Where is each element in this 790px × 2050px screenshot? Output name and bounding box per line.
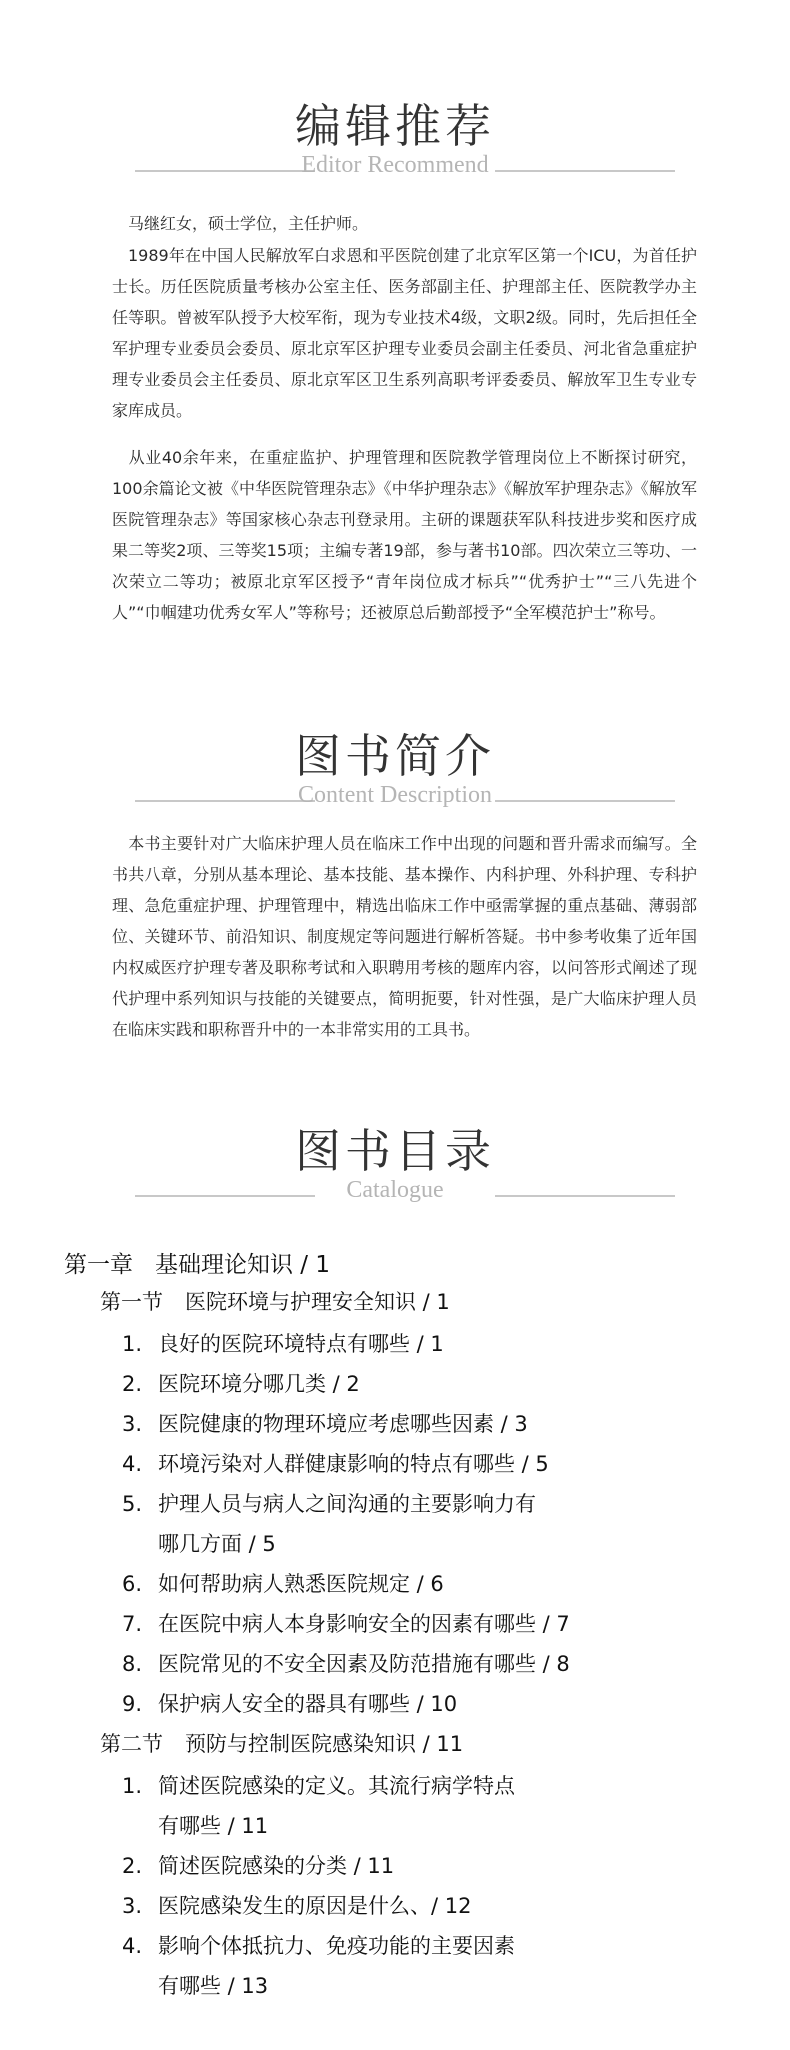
item-text: 环境污染对人群健康影响的特点有哪些 / 5 [158,1452,549,1476]
divider-line-right [495,800,675,802]
content-paragraph-text: 本书主要针对广大临床护理人员在临床工作中出现的问题和晋升需求而编写。全书共八章，分别从基本理论、基本技能、基本操作、内科护理、外科护理、专科护理、急危重症护理、护理管理中，精选出临床工作中亟需掌握的重点基础、薄弱部位、关键环节、前沿知识、制度规定等问题进行解析答疑。书中参考收集了近年国内权威医疗护理专著及职称考试和入职聘用考核的题库内容，以问答形式阐述了现代护理中系列知识与技能的关键要点，简明扼要，针对性强，是广大临床护理人员在临床实践和职称晋升中的一本非常实用的工具书。 [112,834,697,1039]
section-label: 第一节 [100,1290,163,1314]
item-number: 4. [122,1934,143,1958]
item-number: 4. [122,1452,143,1476]
item-number: 2. [122,1854,143,1878]
item-number: 3. [122,1412,143,1436]
toc-item-continuation[interactable] [158,1810,268,1840]
editor-section-header [0,90,790,180]
item-text: 医院感染发生的原因是什么、/ 12 [158,1894,472,1918]
toc-item[interactable] [122,1488,536,1518]
editor-paragraph-1-text: 马继红女，硕士学位，主任护师。 [128,214,369,233]
toc-item[interactable] [122,1408,528,1438]
editor-paragraph-1 [112,208,697,239]
item-number: 2. [122,1372,143,1396]
toc-item[interactable] [122,1648,570,1678]
toc-item[interactable] [122,1850,394,1880]
toc-section-2[interactable] [100,1728,463,1758]
section-name: 预防与控制医院感染知识 / 11 [185,1732,464,1756]
item-text: 如何帮助病人熟悉医院规定 / 6 [158,1572,444,1596]
catalogue-section-header [0,1115,790,1205]
item-text: 医院常见的不安全因素及防范措施有哪些 / 8 [158,1652,570,1676]
item-number: 9. [122,1692,143,1716]
item-text-continued: 有哪些 / 13 [158,1974,269,1998]
section-label: 第二节 [100,1732,163,1756]
item-number: 1. [122,1774,143,1798]
toc-item-continuation[interactable] [158,1970,268,2000]
editor-paragraph-3 [112,442,697,628]
item-text: 医院环境分哪几类 / 2 [158,1372,360,1396]
divider-line-right [495,1195,675,1197]
toc-chapter-1[interactable] [64,1246,330,1279]
item-text: 护理人员与病人之间沟通的主要影响力有 [158,1492,536,1516]
editor-paragraph-2-text: 1989年在中国人民解放军白求恩和平医院创建了北京军区第一个ICU，为首任护士长。历任医院质量考核办公室主任、医务部副主任、护理部主任、医院教学办主任等职。曾被军队授予大校军衔，现为专业技术4级，文职2级。同时，先后担任全军护理专业委员会委员、原北京军区护理专业委员会副主任委员、河北省急重症护理专业委员会主任委员、原北京军区卫生系列高职考评委委员、解放军卫生专业专家库成员。 [112,246,697,420]
item-text: 保护病人安全的器具有哪些 / 10 [158,1692,458,1716]
item-text: 影响个体抵抗力、免疫功能的主要因素 [158,1934,515,1958]
editor-paragraph-2 [112,240,697,426]
item-text: 简述医院感染的定义。其流行病学特点 [158,1774,515,1798]
item-number: 8. [122,1652,143,1676]
content-title: 图书简介 [295,729,495,783]
content-subtitle: Content Description [298,782,492,808]
item-text-continued: 有哪些 / 11 [158,1814,269,1838]
toc-item-continuation[interactable] [158,1528,276,1558]
item-text-continued: 哪几方面 / 5 [158,1532,276,1556]
editor-paragraph-3-text: 从业40余年来，在重症监护、护理管理和医院教学管理岗位上不断探讨研究，100余篇论文被《中华医院管理杂志》《中华护理杂志》《解放军护理杂志》《解放军医院管理杂志》等国家核心杂志刊登录用。主研的课题获军队科技进步奖和医疗成果二等奖2项、三等奖15项；主编专著19部，参与著书10部。四次荣立三等功、一次荣立二等功；被原北京军区授予“青年岗位成才标兵”“优秀护士”“三八先进个人”“巾帼建功优秀女军人”等称号；还被原总后勤部授予“全军模范护士”称号。 [112,448,697,622]
toc-item[interactable] [122,1770,515,1800]
catalogue-subtitle: Catalogue [346,1177,444,1203]
editor-subtitle: Editor Recommend [301,152,489,178]
content-paragraph [112,828,697,1045]
chapter-name: 基础理论知识 / 1 [155,1252,331,1278]
divider-line-right [495,170,675,172]
toc-item[interactable] [122,1328,444,1358]
toc-section-1[interactable] [100,1286,450,1316]
item-number: 7. [122,1612,143,1636]
item-number: 5. [122,1492,143,1516]
item-text: 医院健康的物理环境应考虑哪些因素 / 3 [158,1412,528,1436]
item-number: 1. [122,1332,143,1356]
chapter-label: 第一章 [64,1252,133,1278]
item-number: 6. [122,1572,143,1596]
content-section-header [0,720,790,810]
section-name: 医院环境与护理安全知识 / 1 [185,1290,450,1314]
item-text: 良好的医院环境特点有哪些 / 1 [158,1332,444,1356]
item-text: 在医院中病人本身影响安全的因素有哪些 / 7 [158,1612,570,1636]
item-number: 3. [122,1894,143,1918]
toc-item[interactable] [122,1368,360,1398]
editor-title: 编辑推荐 [295,99,495,153]
item-text: 简述医院感染的分类 / 11 [158,1854,395,1878]
catalogue-title: 图书目录 [295,1124,495,1178]
toc-item[interactable] [122,1930,515,1960]
toc-item[interactable] [122,1890,471,1920]
toc-item[interactable] [122,1608,570,1638]
toc-item[interactable] [122,1448,549,1478]
toc-item[interactable] [122,1568,444,1598]
toc-item[interactable] [122,1688,457,1718]
